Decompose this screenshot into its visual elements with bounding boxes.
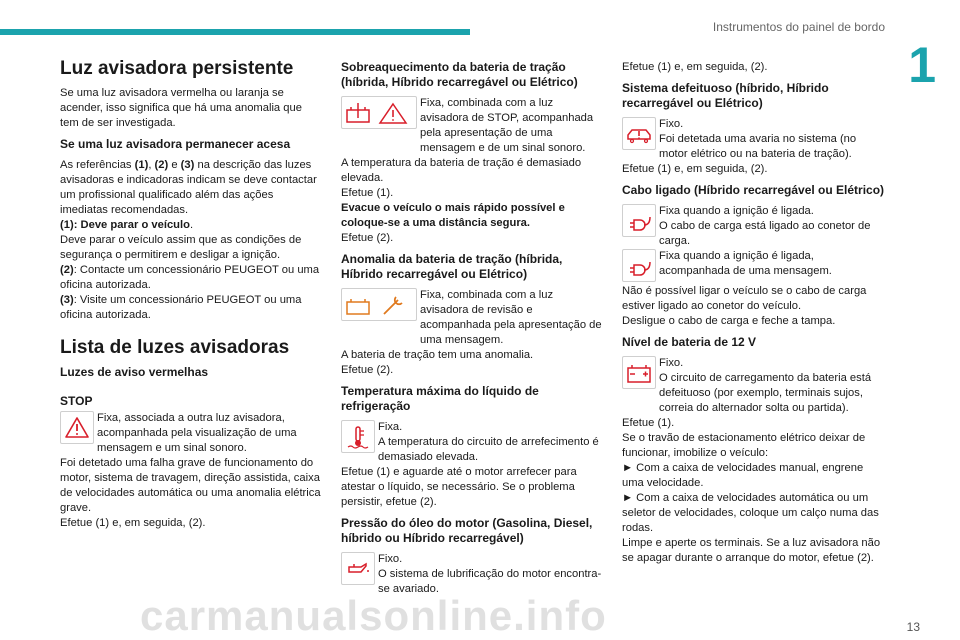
paragraph: Fixa, combinada com a luz avisadora de STOP, acompanhada pela apresentação de uma mensagem e de um sinal sonoro. xyxy=(420,97,594,154)
paragraph: Desligue o cabo de carga e feche a tampa. xyxy=(622,315,836,327)
paragraph: Efetue (1) e, em seguida, (2). xyxy=(60,517,206,529)
heading-battery-overheat: Sobreaquecimento da bateria de tração (híbrida, Híbrido recarregável ou Elétrico) xyxy=(341,60,578,89)
paragraph: ► Com a caixa de velocidades manual, engrene uma velocidade. xyxy=(622,462,864,489)
paragraph: Não é possível ligar o veículo se o cabo de carga estiver ligado ao conetor do veículo. xyxy=(622,285,867,312)
heading-persistent-warning: Luz avisadora persistente xyxy=(60,58,294,79)
heading-battery-anomaly: Anomalia da bateria de tração (híbrida, Híbrido recarregável ou Elétrico) xyxy=(341,252,563,281)
watermark: carmanualsonline.info xyxy=(140,592,607,639)
paragraph: Limpe e aperte os terminais. Se a luz avisadora não se apagar durante o arranque do motor, efetue (2). xyxy=(622,537,881,564)
heading-if-stays-on: Se uma luz avisadora permanecer acesa xyxy=(60,137,291,151)
paragraph: Fixa, combinada com a luz avisadora de revisão e acompanhada pela apresentação de uma mensagem. xyxy=(420,289,602,346)
paragraph: Fixo. xyxy=(378,553,403,565)
warning-triangle-icon xyxy=(60,411,94,444)
heading-coolant-temp: Temperatura máxima do líquido de refrigeração xyxy=(341,384,539,413)
heading-warning-list: Lista de luzes avisadoras xyxy=(60,337,290,358)
column-2 xyxy=(341,60,604,597)
header-accent-bar xyxy=(0,29,470,35)
paragraph: Efetue (1). xyxy=(622,417,675,429)
heading-cable-connected: Cabo ligado (Híbrido recarregável ou Elétrico) xyxy=(622,183,885,197)
paragraph: Fixo. xyxy=(659,118,684,130)
paragraph: Fixa. xyxy=(378,421,403,433)
paragraph: Se uma luz avisadora vermelha ou laranja se acender, isso significa que há uma anomalia que tem de ser investigada. xyxy=(60,87,302,129)
paragraph: Deve parar o veículo assim que as condições de segurança o permitirem e desligar a ignição. xyxy=(60,234,302,261)
ref-item-3: (3): Visite um concessionário PEUGEOT ou uma oficina autorizada. xyxy=(60,294,302,321)
coolant-temperature-icon xyxy=(341,420,375,453)
paragraph: Efetue (1) e, em seguida, (2). xyxy=(622,61,768,73)
paragraph: A bateria de tração tem uma anomalia. xyxy=(341,349,534,361)
paragraph: Efetue (2). xyxy=(341,364,394,376)
paragraph: O sistema de lubrificação do motor encontra-se avariado. xyxy=(378,568,602,595)
chapter-number: 1 xyxy=(908,37,936,93)
battery-service-icon xyxy=(341,288,417,321)
paragraph: Evacue o veículo o mais rápido possível e coloque-se a uma distância segura. xyxy=(341,202,565,229)
heading-oil-pressure: Pressão do óleo do motor (Gasolina, Diesel, híbrido ou Híbrido recarregável) xyxy=(341,516,593,545)
column-3 xyxy=(622,60,887,566)
paragraph: O circuito de carregamento da bateria está defeituoso (por exemplo, terminais sujos, correia do alternador solta ou partida). xyxy=(659,372,872,414)
section-title: Instrumentos do painel de bordo xyxy=(712,20,885,34)
heading-12v-battery: Nível de bateria de 12 V xyxy=(622,335,757,349)
paragraph: Se o travão de estacionamento elétrico deixar de funcionar, imobilize o veículo: xyxy=(622,432,866,459)
oil-can-icon xyxy=(341,552,375,585)
paragraph: Efetue (1) e aguarde até o motor arrefecer para atestar o líquido, se necessário. Se o problema persistir, efetue (2). xyxy=(341,466,577,508)
battery-icon xyxy=(622,356,656,389)
paragraph: Efetue (2). xyxy=(341,232,394,244)
paragraph: Foi detetada uma avaria no sistema (no motor elétrico ou na bateria de tração). xyxy=(659,133,857,160)
car-fault-icon xyxy=(622,117,656,150)
paragraph: A temperatura do circuito de arrefecimento é demasiado elevada. xyxy=(378,436,599,463)
paragraph: Foi detetado uma falha grave de funcionamento do motor, sistema de travagem, direção assistida, caixa de velocidades automática ou uma anomalia elétrica grave. xyxy=(60,457,321,514)
paragraph: Fixa, associada a outra luz avisadora, acompanhada pela visualização de uma mensagem e um sinal sonoro. xyxy=(97,412,297,454)
paragraph-references: As referências (1), (2) e (3) na descrição das luzes avisadoras e indicadoras indicam se deve contactar um profissional qualificado além das ações imediatas recomendadas. xyxy=(60,159,317,216)
paragraph: Fixo. xyxy=(659,357,684,369)
paragraph: O cabo de carga está ligado ao conetor de carga. xyxy=(659,220,871,247)
ref-item-1: (1): Deve parar o veículo. xyxy=(60,219,194,231)
paragraph: A temperatura da bateria de tração é demasiado elevada. xyxy=(341,157,582,184)
paragraph: ► Com a caixa de velocidades automática ou um seletor de velocidades, coloque um calço numa das rodas. xyxy=(622,492,879,534)
paragraph: Fixa quando a ignição é ligada. xyxy=(659,205,814,217)
column-1 xyxy=(60,54,322,531)
heading-stop: STOP xyxy=(60,394,93,408)
ref-item-2: (2): Contacte um concessionário PEUGEOT ou uma oficina autorizada. xyxy=(60,264,320,291)
battery-temperature-icon xyxy=(341,96,417,129)
heading-system-fault: Sistema defeituoso (híbrido, Híbrido recarregável ou Elétrico) xyxy=(622,81,829,110)
charging-plug-icon xyxy=(622,204,656,237)
page-number: 13 xyxy=(906,620,920,634)
heading-red-warnings: Luzes de aviso vermelhas xyxy=(60,365,209,379)
charging-plug-icon xyxy=(622,249,656,282)
paragraph: Efetue (1) e, em seguida, (2). xyxy=(622,163,768,175)
paragraph: Efetue (1). xyxy=(341,187,394,199)
paragraph: Fixa quando a ignição é ligada, acompanhada de uma mensagem. xyxy=(659,250,832,277)
